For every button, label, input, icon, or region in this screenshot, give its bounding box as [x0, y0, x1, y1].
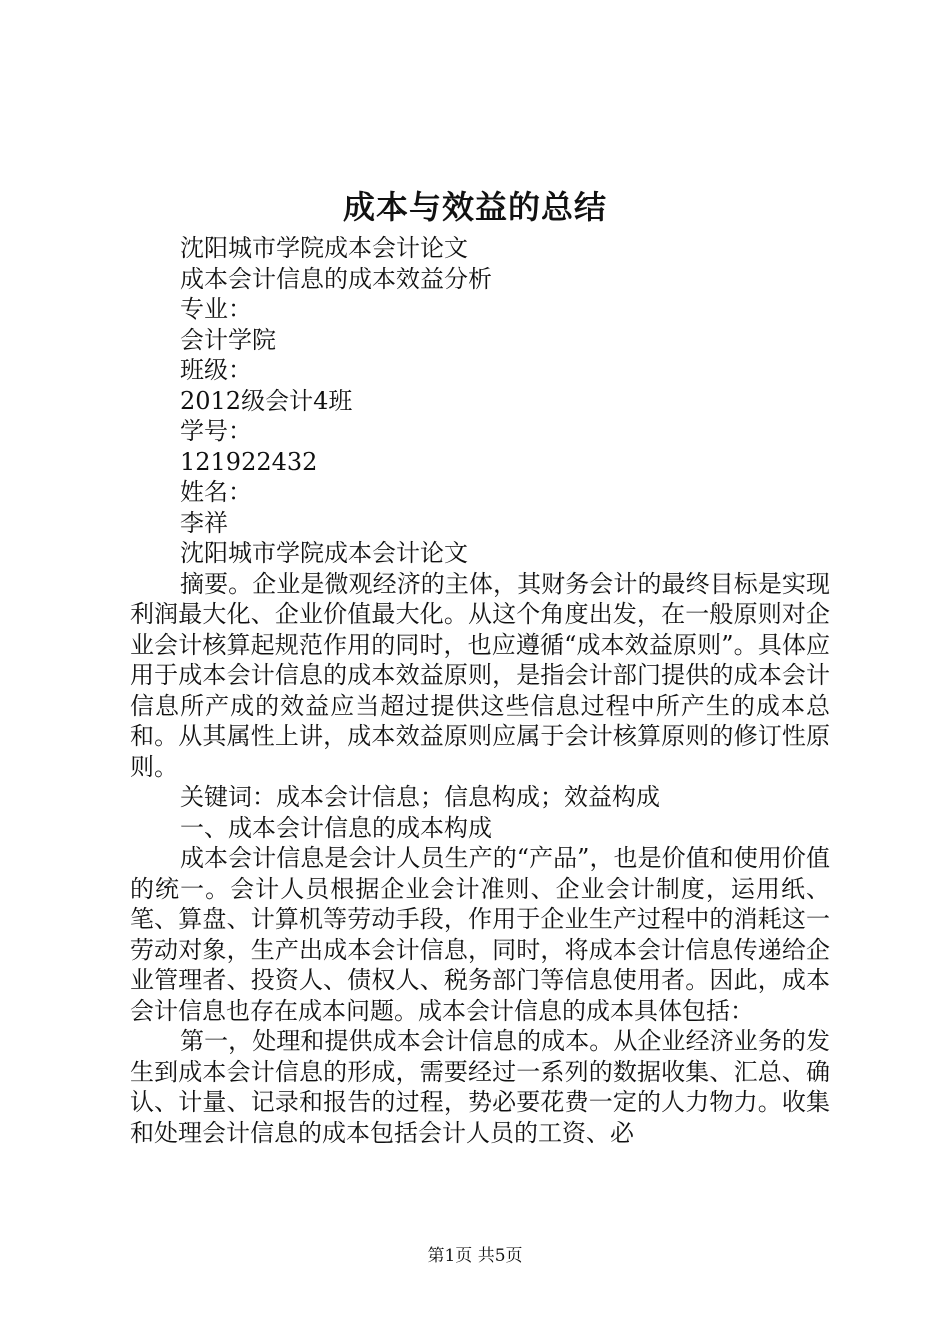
document-title: 成本与效益的总结	[342, 188, 607, 226]
header-line-class-value: 2012级会计4班	[180, 386, 353, 415]
header-line-school-repeat: 沈阳城市学院成本会计论文	[180, 539, 468, 567]
header-line-id-label: 学号：	[180, 417, 252, 445]
keywords-line: 关键词：成本会计信息；信息构成；效益构成	[180, 783, 660, 811]
point-one-paragraph: 第一，处理和提供成本会计信息的成本。从企业经济业务的发生到成本会计信息的形成，需要经过一系列的数据收集、汇总、确认、计量、记录和报告的过程，势必要花费一定的人力物力。收集和处理会计信息的成本包括会计人员的工资、必	[130, 1027, 830, 1147]
header-line-major-label: 专业：	[180, 295, 252, 323]
header-line-id-value: 121922432	[180, 447, 318, 476]
document-body	[130, 233, 830, 1148]
abstract-paragraph: 摘要。企业是微观经济的主体，其财务会计的最终目标是实现利润最大化、企业价值最大化。从这个角度出发，在一般原则对企业会计核算起规范作用的同时，也应遵循“成本效益原则”。具体应用于成本会计信息的成本效益原则，是指会计部门提供的成本会计信息所产成的效益应当超过提供这些信息过程中所产生的成本总和。从其属性上讲，成本效益原则应属于会计核算原则的修订性原则。	[130, 569, 830, 781]
header-line-school: 沈阳城市学院成本会计论文	[180, 234, 468, 262]
page-footer: 第1页 共5页	[427, 1246, 523, 1266]
header-line-topic: 成本会计信息的成本效益分析	[180, 264, 492, 293]
section-heading: 一、成本会计信息的成本构成	[180, 813, 492, 842]
header-line-name-label: 姓名：	[180, 478, 252, 506]
section-paragraph: 成本会计信息是会计人员生产的“产品”，也是价值和使用价值的统一。会计人员根据企业会计准则、企业会计制度，运用纸、笔、算盘、计算机等劳动手段，作用于企业生产过程中的消耗这一劳动对象，生产出成本会计信息，同时，将成本会计信息传递给企业管理者、投资人、债权人、税务部门等信息使用者。因此，成本会计信息也存在成本问题。成本会计信息的成本具体包括：	[130, 844, 830, 1025]
header-line-name-value: 李祥	[180, 508, 228, 537]
header-line-class-label: 班级：	[180, 356, 252, 384]
header-line-major-value: 会计学院	[180, 325, 276, 354]
